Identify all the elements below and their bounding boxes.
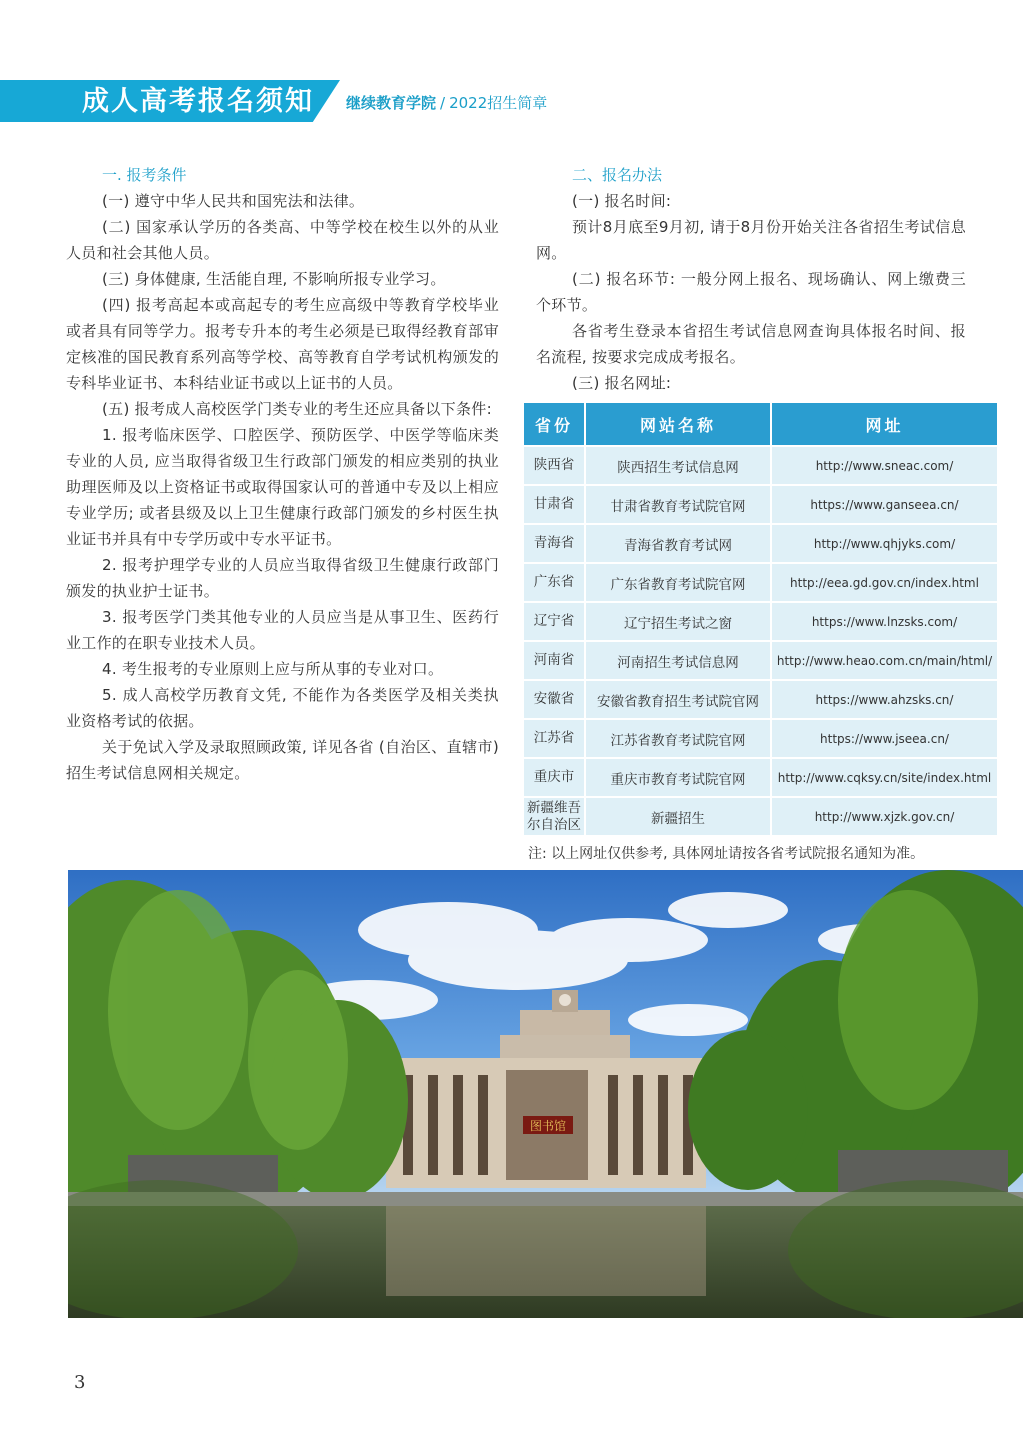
campus-library-photo — [68, 870, 1023, 1318]
url-link[interactable]: http://www.xjzk.gov.cn/ — [771, 797, 997, 835]
paragraph: (三) 身体健康, 生活能自理, 不影响所报专业学习。 — [102, 270, 446, 288]
site-name-cell: 江苏省教育考试院官网 — [585, 719, 771, 758]
subheader — [346, 92, 547, 113]
site-name-cell: 新疆招生 — [585, 797, 771, 835]
province-cell: 广东省 — [524, 563, 585, 602]
site-name-cell: 辽宁招生考试之窗 — [585, 602, 771, 641]
site-name-cell: 河南招生考试信息网 — [585, 641, 771, 680]
table-row — [524, 680, 997, 719]
column-header-url: 网址 — [771, 403, 997, 446]
province-cell: 甘肃省 — [524, 485, 585, 524]
table-row — [524, 563, 997, 602]
paragraph: (一) 遵守中华人民共和国宪法和法律。 — [102, 192, 365, 210]
section-heading-registration: 二、报名办法 — [572, 166, 663, 184]
table-row — [524, 485, 997, 524]
site-name-cell: 甘肃省教育考试院官网 — [585, 485, 771, 524]
url-link[interactable]: http://www.cqksy.cn/site/index.html — [771, 758, 997, 797]
column-header-province: 省份 — [524, 403, 585, 446]
table-row — [524, 797, 997, 835]
paragraph: (三) 报名网址: — [572, 374, 672, 392]
paragraph: 预计8月底至9月初, 请于8月份开始关注各省招生考试信息网。 — [536, 218, 966, 262]
brochure-name: 2022招生简章 — [449, 94, 548, 112]
province-cell: 河南省 — [524, 641, 585, 680]
province-cell: 新疆维吾尔自治区 — [524, 797, 585, 835]
table-header-row — [524, 403, 997, 446]
province-cell: 辽宁省 — [524, 602, 585, 641]
paragraph: 关于免试入学及录取照顾政策, 详见各省 (自治区、直辖市) 招生考试信息网相关规定。 — [66, 738, 499, 782]
section-heading-conditions: 一. 报考条件 — [102, 166, 187, 184]
site-name-cell: 青海省教育考试网 — [585, 524, 771, 563]
province-cell: 重庆市 — [524, 758, 585, 797]
province-cell: 江苏省 — [524, 719, 585, 758]
paragraph: (二) 报名环节: 一般分网上报名、现场确认、网上缴费三个环节。 — [536, 270, 966, 314]
paragraph: 2. 报考护理学专业的人员应当取得省级卫生健康行政部门颁发的执业护士证书。 — [66, 556, 499, 600]
url-link[interactable]: http://www.qhjyks.com/ — [771, 524, 997, 563]
paragraph: (一) 报名时间: — [572, 192, 672, 210]
table-row — [524, 524, 997, 563]
url-link[interactable]: http://eea.gd.gov.cn/index.html — [771, 563, 997, 602]
table-row — [524, 446, 997, 485]
url-link[interactable]: https://www.ahzsks.cn/ — [771, 680, 997, 719]
subheader-separator: / — [440, 94, 446, 112]
paragraph: 3. 报考医学门类其他专业的人员应当是从事卫生、医药行业工作的在职专业技术人员。 — [66, 608, 499, 652]
paragraph: 4. 考生报考的专业原则上应与所从事的专业对口。 — [102, 660, 444, 678]
left-column — [66, 162, 499, 786]
site-name-cell: 安徽省教育招生考试院官网 — [585, 680, 771, 719]
site-name-cell: 重庆市教育考试院官网 — [585, 758, 771, 797]
url-link[interactable]: https://www.lnzsks.com/ — [771, 602, 997, 641]
site-name-cell: 广东省教育考试院官网 — [585, 563, 771, 602]
table-row — [524, 758, 997, 797]
province-cell: 陕西省 — [524, 446, 585, 485]
url-link[interactable]: https://www.jseea.cn/ — [771, 719, 997, 758]
page-number: 3 — [74, 1372, 86, 1393]
registration-sites-table — [524, 403, 997, 835]
table-row — [524, 602, 997, 641]
library-sign: 图书馆 — [529, 1119, 567, 1133]
province-cell: 青海省 — [524, 524, 585, 563]
table-row — [524, 719, 997, 758]
url-link[interactable]: http://www.heao.com.cn/main/html/ — [771, 641, 997, 680]
column-header-site-name: 网站名称 — [585, 403, 771, 446]
page-title: 成人高考报名须知 — [82, 86, 314, 117]
url-link[interactable]: http://www.sneac.com/ — [771, 446, 997, 485]
table-row — [524, 641, 997, 680]
province-cell: 安徽省 — [524, 680, 585, 719]
paragraph: 各省考生登录本省招生考试信息网查询具体报名时间、报名流程, 按要求完成成考报名。 — [536, 322, 966, 366]
paragraph: (二) 国家承认学历的各类高、中等学校在校生以外的从业人员和社会其他人员。 — [66, 218, 499, 262]
school-name: 继续教育学院 — [346, 94, 437, 112]
url-link[interactable]: https://www.ganseea.cn/ — [771, 485, 997, 524]
paragraph: 5. 成人高校学历教育文凭, 不能作为各类医学及相关类执业资格考试的依据。 — [66, 686, 499, 730]
paragraph: (五) 报考成人高校医学门类专业的考生还应具备以下条件: — [102, 400, 492, 418]
right-column — [536, 162, 966, 396]
table-note: 注: 以上网址仅供参考, 具体网址请按各省考试院报名通知为准。 — [528, 846, 925, 862]
paragraph: 1. 报考临床医学、口腔医学、预防医学、中医学等临床类专业的人员, 应当取得省级卫生行政部门颁发的相应类别的执业助理医师及以上资格证书或取得国家认可的普通中专及以上相应专业学历; 或者县级及以上卫生健康行政部门颁发的乡村医生执业证书并具有中专学历或中专水平证书。 — [66, 426, 499, 548]
site-name-cell: 陕西招生考试信息网 — [585, 446, 771, 485]
paragraph: (四) 报考高起本或高起专的考生应高级中等教育学校毕业或者具有同等学力。报考专升本的考生必须是已取得经教育部审定核准的国民教育系列高等学校、高等教育自学考试机构颁发的专科毕业证书、本科结业证书或以上证书的人员。 — [66, 296, 499, 392]
